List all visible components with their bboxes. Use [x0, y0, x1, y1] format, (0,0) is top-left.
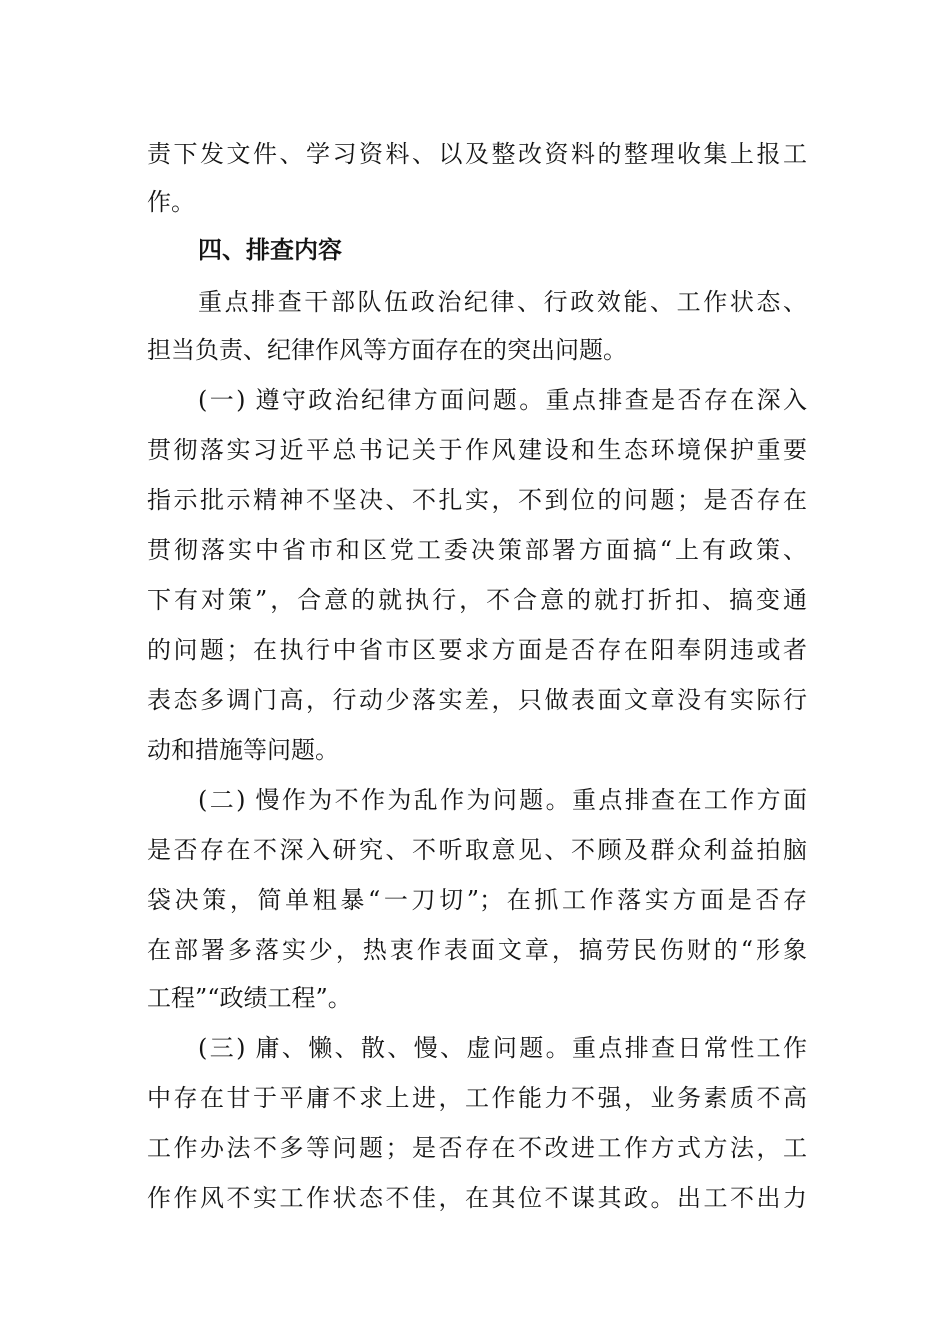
paragraph-line: 动和措施等问题。	[147, 736, 339, 764]
paragraph-line: 指示批示精神不坚决、不扎实，不到位的问题；是否存在	[147, 486, 807, 514]
section-heading: 四、排查内容	[198, 236, 342, 264]
paragraph-line: 贯彻落实中省市和区党工委决策部署方面搞“上有政策、	[147, 536, 807, 564]
paragraph-line: 工程”“政绩工程”。	[147, 984, 352, 1012]
paragraph-line: 表态多调门高，行动少落实差，只做表面文章没有实际行	[147, 686, 807, 714]
paragraph-line: 中存在甘于平庸不求上进，工作能力不强，业务素质不高	[147, 1084, 807, 1112]
paragraph-line: 贯彻落实习近平总书记关于作风建设和生态环境保护重要	[147, 436, 807, 464]
paragraph-line: 工作办法不多等问题；是否存在不改进工作方式方法，工	[147, 1134, 807, 1162]
paragraph-line: 作。	[147, 188, 195, 216]
paragraph-line: 责下发文件、学习资料、以及整改资料的整理收集上报工	[147, 140, 807, 168]
paragraph-line: 作作风不实工作状态不佳，在其位不谋其政。出工不出力	[147, 1184, 807, 1212]
paragraph-line: 在部署多落实少，热衷作表面文章，搞劳民伤财的“形象	[147, 936, 807, 964]
paragraph-line: 的问题；在执行中省市区要求方面是否存在阳奉阴违或者	[147, 636, 807, 664]
paragraph-line: 下有对策”，合意的就执行，不合意的就打折扣、搞变通	[147, 586, 807, 614]
paragraph-line: (二) 慢作为不作为乱作为问题。重点排查在工作方面	[198, 786, 807, 814]
paragraph-line: 是否存在不深入研究、不听取意见、不顾及群众利益拍脑	[147, 836, 807, 864]
paragraph-line: 重点排查干部队伍政治纪律、行政效能、工作状态、	[198, 288, 807, 316]
paragraph-line: 担当负责、纪律作风等方面存在的突出问题。	[147, 336, 627, 364]
paragraph-line: (三) 庸、懒、散、慢、虚问题。重点排查日常性工作	[198, 1034, 807, 1062]
paragraph-line: 袋决策，简单粗暴“一刀切”；在抓工作落实方面是否存	[147, 886, 807, 914]
paragraph-line: (一) 遵守政治纪律方面问题。重点排查是否存在深入	[198, 386, 807, 414]
